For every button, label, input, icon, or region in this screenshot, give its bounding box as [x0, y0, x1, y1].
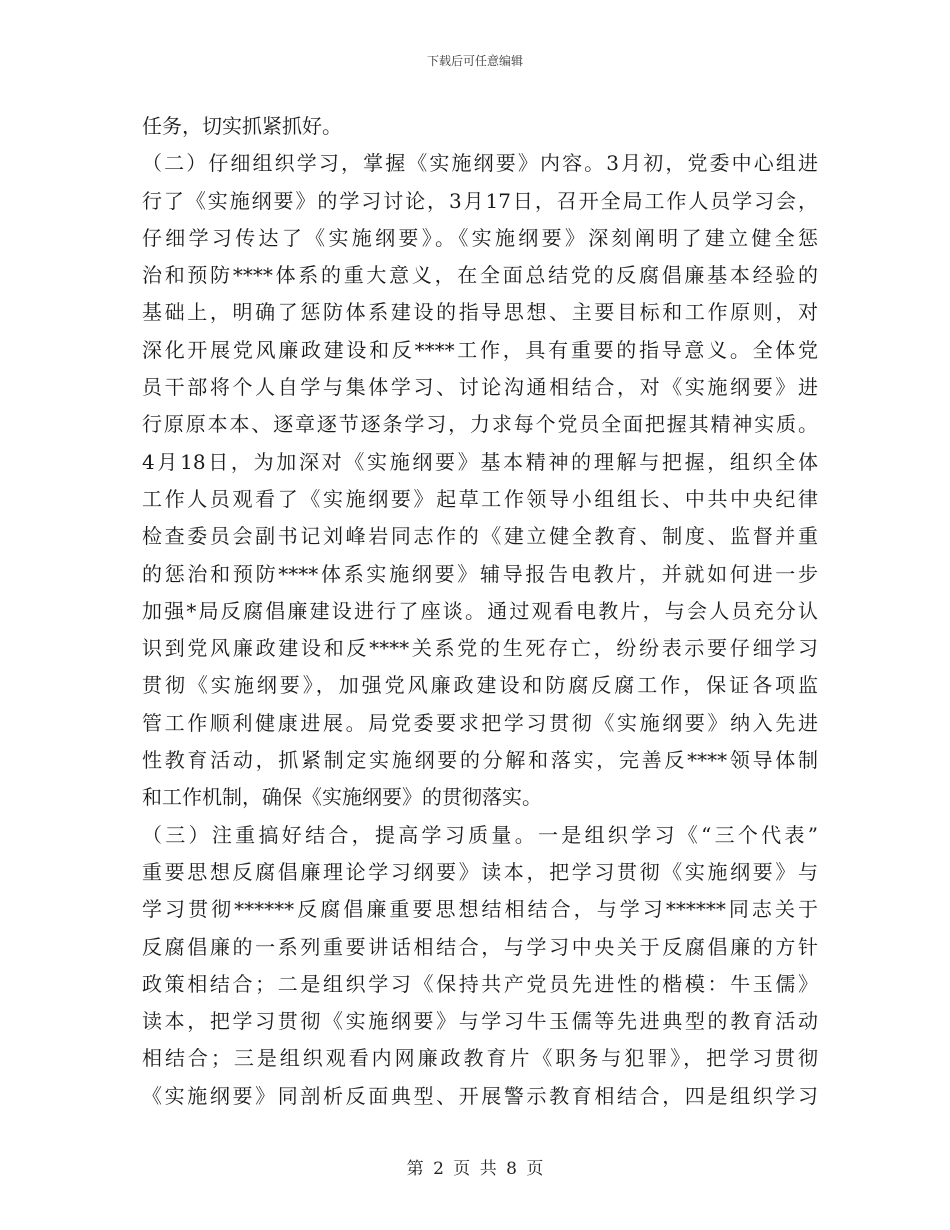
text-line: 性教育活动，抓紧制定实施纲要的分解和落实，完善反****领导体制: [142, 748, 818, 773]
text-line: 治和预防****体系的重大意义，在全面总结党的反腐倡廉基本经验的: [142, 263, 818, 288]
text-line: 行原原本本、逐章逐节逐条学习，力求每个党员全面把握其精神实质。: [142, 412, 818, 437]
text-line: 相结合；三是组织观看内网廉政教育片《职务与犯罪》，把学习贯彻: [142, 1046, 818, 1071]
text-line: 任务，切实抓紧抓好。: [142, 114, 342, 138]
text-line: 加强*局反腐倡廉建设进行了座谈。通过观看电教片，与会人员充分认: [142, 598, 818, 623]
text-line: 基础上，明确了惩防体系建设的指导思想、主要目标和工作原则，对: [142, 300, 818, 325]
text-line: 学习贯彻******反腐倡廉重要思想结相结合，与学习******同志关于: [142, 897, 818, 922]
text-line: 重要思想反腐倡廉理论学习纲要》读本，把学习贯彻《实施纲要》与: [142, 859, 818, 884]
text-line: 的惩治和预防****体系实施纲要》辅导报告电教片，并就如何进一步: [142, 561, 818, 586]
text-line: 工作人员观看了《实施纲要》起草工作领导小组组长、中共中央纪律: [142, 486, 818, 511]
document-body: [142, 108, 818, 1115]
text-line: 识到党风廉政建设和反****关系党的生死存亡，纷纷表示要仔细学习: [142, 636, 818, 661]
page-header-note: 下载后可任意编辑: [426, 54, 523, 68]
text-line: 行了《实施纲要》的学习讨论，3月17日，召开全局工作人员学习会，: [142, 188, 818, 213]
text-line: （二）仔细组织学习，掌握《实施纲要》内容。3月初，党委中心组进: [142, 151, 818, 176]
text-line: 检查委员会副书记刘峰岩同志作的《建立健全教育、制度、监督并重: [142, 524, 818, 549]
text-line: 管工作顺利健康进展。局党委要求把学习贯彻《实施纲要》纳入先进: [142, 710, 818, 735]
text-line: 《实施纲要》同剖析反面典型、开展警示教育相结合，四是组织学习: [142, 1083, 818, 1108]
page-number-footer: 第 2 页 共 8 页: [406, 1159, 544, 1179]
text-line: 仔细学习传达了《实施纲要》。《实施纲要》深刻阐明了建立健全惩: [142, 225, 818, 250]
text-line: 4月18日，为加深对《实施纲要》基本精神的理解与把握，组织全体: [142, 449, 818, 474]
text-line: （三）注重搞好结合，提高学习质量。一是组织学习《“三个代表”: [142, 822, 818, 847]
text-line: 反腐倡廉的一系列重要讲话相结合，与学习中央关于反腐倡廉的方针: [142, 934, 818, 959]
text-line: 员干部将个人自学与集体学习、讨论沟通相结合，对《实施纲要》进: [142, 375, 818, 400]
text-line: 深化开展党风廉政建设和反****工作，具有重要的指导意义。全体党: [142, 337, 818, 362]
text-line: 贯彻《实施纲要》，加强党风廉政建设和防腐反腐工作，保证各项监: [142, 673, 818, 698]
text-line: 政策相结合；二是组织学习《保持共产党员先进性的楷模：牛玉儒》: [142, 971, 818, 996]
text-line: 和工作机制，确保《实施纲要》的贯彻落实。: [142, 785, 542, 810]
text-line: 读本，把学习贯彻《实施纲要》与学习牛玉儒等先进典型的教育活动: [142, 1009, 818, 1034]
